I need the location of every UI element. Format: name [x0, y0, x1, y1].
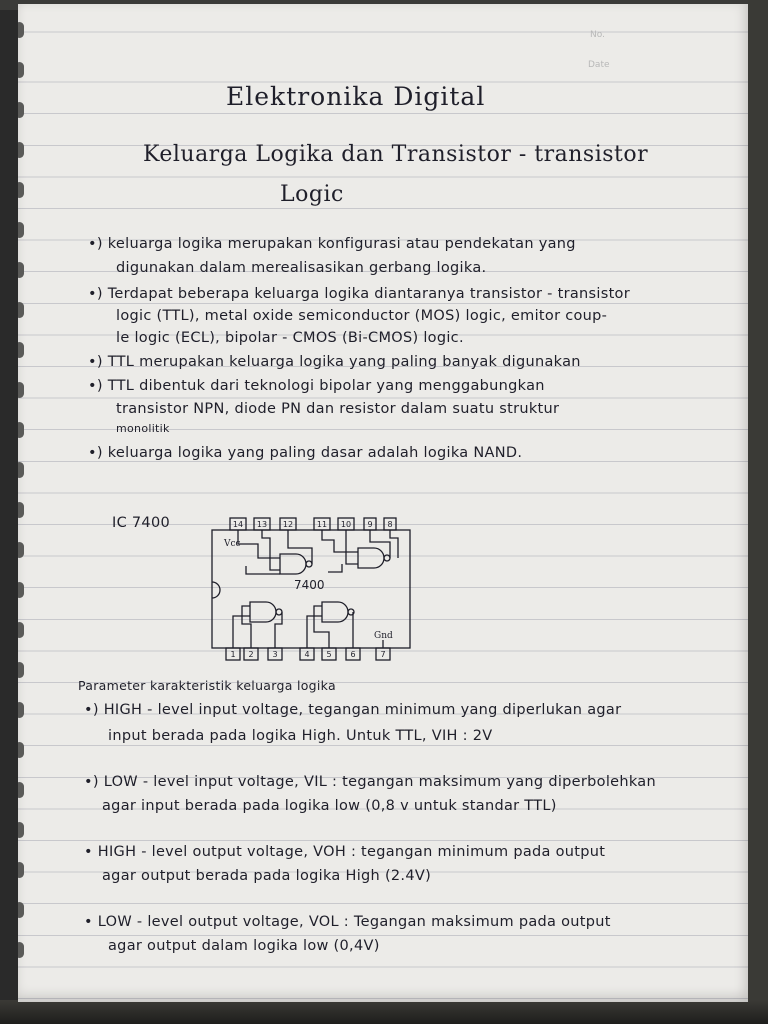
param-line: input berada pada logika High. Untuk TTL, VIH : 2V: [108, 728, 493, 744]
pin-label: 5: [326, 650, 332, 659]
nand-gate-symbol: [322, 602, 348, 622]
body-line: •) keluarga logika merupakan konfigurasi atau pendekatan yang: [88, 236, 576, 252]
binder-hole: [18, 662, 24, 678]
pin-label: 10: [340, 520, 352, 529]
param-line: agar output dalam logika low (0,4V): [108, 938, 380, 954]
binder-hole: [18, 902, 24, 918]
binder-hole: [18, 622, 24, 638]
subtitle-line-2: Logic: [280, 182, 344, 207]
body-line: •) Terdapat beberapa keluarga logika diantaranya transistor - transistor: [88, 286, 630, 302]
binder-hole: [18, 782, 24, 798]
body-line: logic (TTL), metal oxide semiconductor (MOS) logic, emitor coup-: [116, 308, 608, 324]
body-line: •) keluarga logika yang paling dasar adalah logika NAND.: [88, 445, 523, 461]
binder-hole: [18, 142, 24, 158]
binder-hole: [18, 262, 24, 278]
ic-label: IC 7400: [112, 515, 171, 531]
param-line: • LOW - level output voltage, VOL : Tegangan maksimum pada output: [84, 914, 611, 930]
binder-hole: [18, 342, 24, 358]
binder-hole: [18, 462, 24, 478]
pin-label: 1: [230, 650, 236, 659]
pin-label: 12: [282, 520, 294, 529]
pin-label: 3: [272, 650, 278, 659]
body-line: transistor NPN, diode PN dan resistor dalam suatu struktur: [116, 401, 560, 417]
subtitle-line-1: Keluarga Logika dan Transistor - transistor: [143, 142, 649, 167]
nand-gate-symbol: [280, 554, 306, 574]
body-line: le logic (ECL), bipolar - CMOS (Bi-CMOS) logic.: [116, 330, 464, 346]
binder-hole: [18, 822, 24, 838]
binder-hole: [18, 502, 24, 518]
header-no-label: No.: [590, 30, 605, 40]
param-line: agar input berada pada logika low (0,8 v untuk standar TTL): [102, 798, 557, 814]
gnd-label: Gnd: [374, 631, 393, 641]
binder-hole: [18, 22, 24, 38]
notebook-page: [18, 4, 748, 1002]
pin-label: 7: [380, 650, 386, 659]
body-line: digunakan dalam merealisasikan gerbang logika.: [116, 260, 487, 276]
pin-label: 14: [232, 520, 244, 529]
param-line: agar output berada pada logika High (2.4V): [102, 868, 432, 884]
binder-hole: [18, 542, 24, 558]
pin-label: 13: [256, 520, 268, 529]
binder-hole: [18, 942, 24, 958]
body-line: •) TTL merupakan keluarga logika yang paling banyak digunakan: [88, 354, 581, 370]
nand-gate-symbol: [358, 548, 384, 568]
param-line: •) HIGH - level input voltage, tegangan minimum yang diperlukan agar: [84, 702, 622, 718]
header-date-label: Date: [588, 60, 610, 70]
binder-hole: [18, 302, 24, 318]
ic-7400-diagram: [198, 512, 428, 672]
pin-label: 4: [304, 650, 310, 659]
binder-hole: [18, 62, 24, 78]
binder-hole: [18, 102, 24, 118]
binder-hole: [18, 862, 24, 878]
background-bottom: [0, 1000, 768, 1024]
binder-hole: [18, 222, 24, 238]
background-right: [748, 0, 768, 1024]
vcc-label: Vcc: [224, 539, 241, 549]
ic-notch: [212, 582, 220, 598]
pin-label: 8: [387, 520, 393, 529]
body-line: •) TTL dibentuk dari teknologi bipolar yang menggabungkan: [88, 378, 545, 394]
pin-label: 11: [316, 520, 328, 529]
params-heading: Parameter karakteristik keluarga logika: [78, 678, 336, 693]
binder-hole: [18, 702, 24, 718]
pin-label: 9: [367, 520, 373, 529]
nand-gate-symbol: [250, 602, 276, 622]
param-line: • HIGH - level output voltage, VOH : tegangan minimum pada output: [84, 844, 606, 860]
binder-hole: [18, 182, 24, 198]
pin-label: 2: [248, 650, 254, 659]
binder-hole: [18, 742, 24, 758]
binder-hole: [18, 422, 24, 438]
binder-hole: [18, 382, 24, 398]
page-title: Elektronika Digital: [226, 82, 486, 111]
body-line: monolitik: [116, 422, 170, 435]
pin-label: 6: [350, 650, 356, 659]
param-line: •) LOW - level input voltage, VIL : tegangan maksimum yang diperbolehkan: [84, 774, 656, 790]
chip-name: 7400: [294, 578, 325, 592]
binder-hole: [18, 582, 24, 598]
